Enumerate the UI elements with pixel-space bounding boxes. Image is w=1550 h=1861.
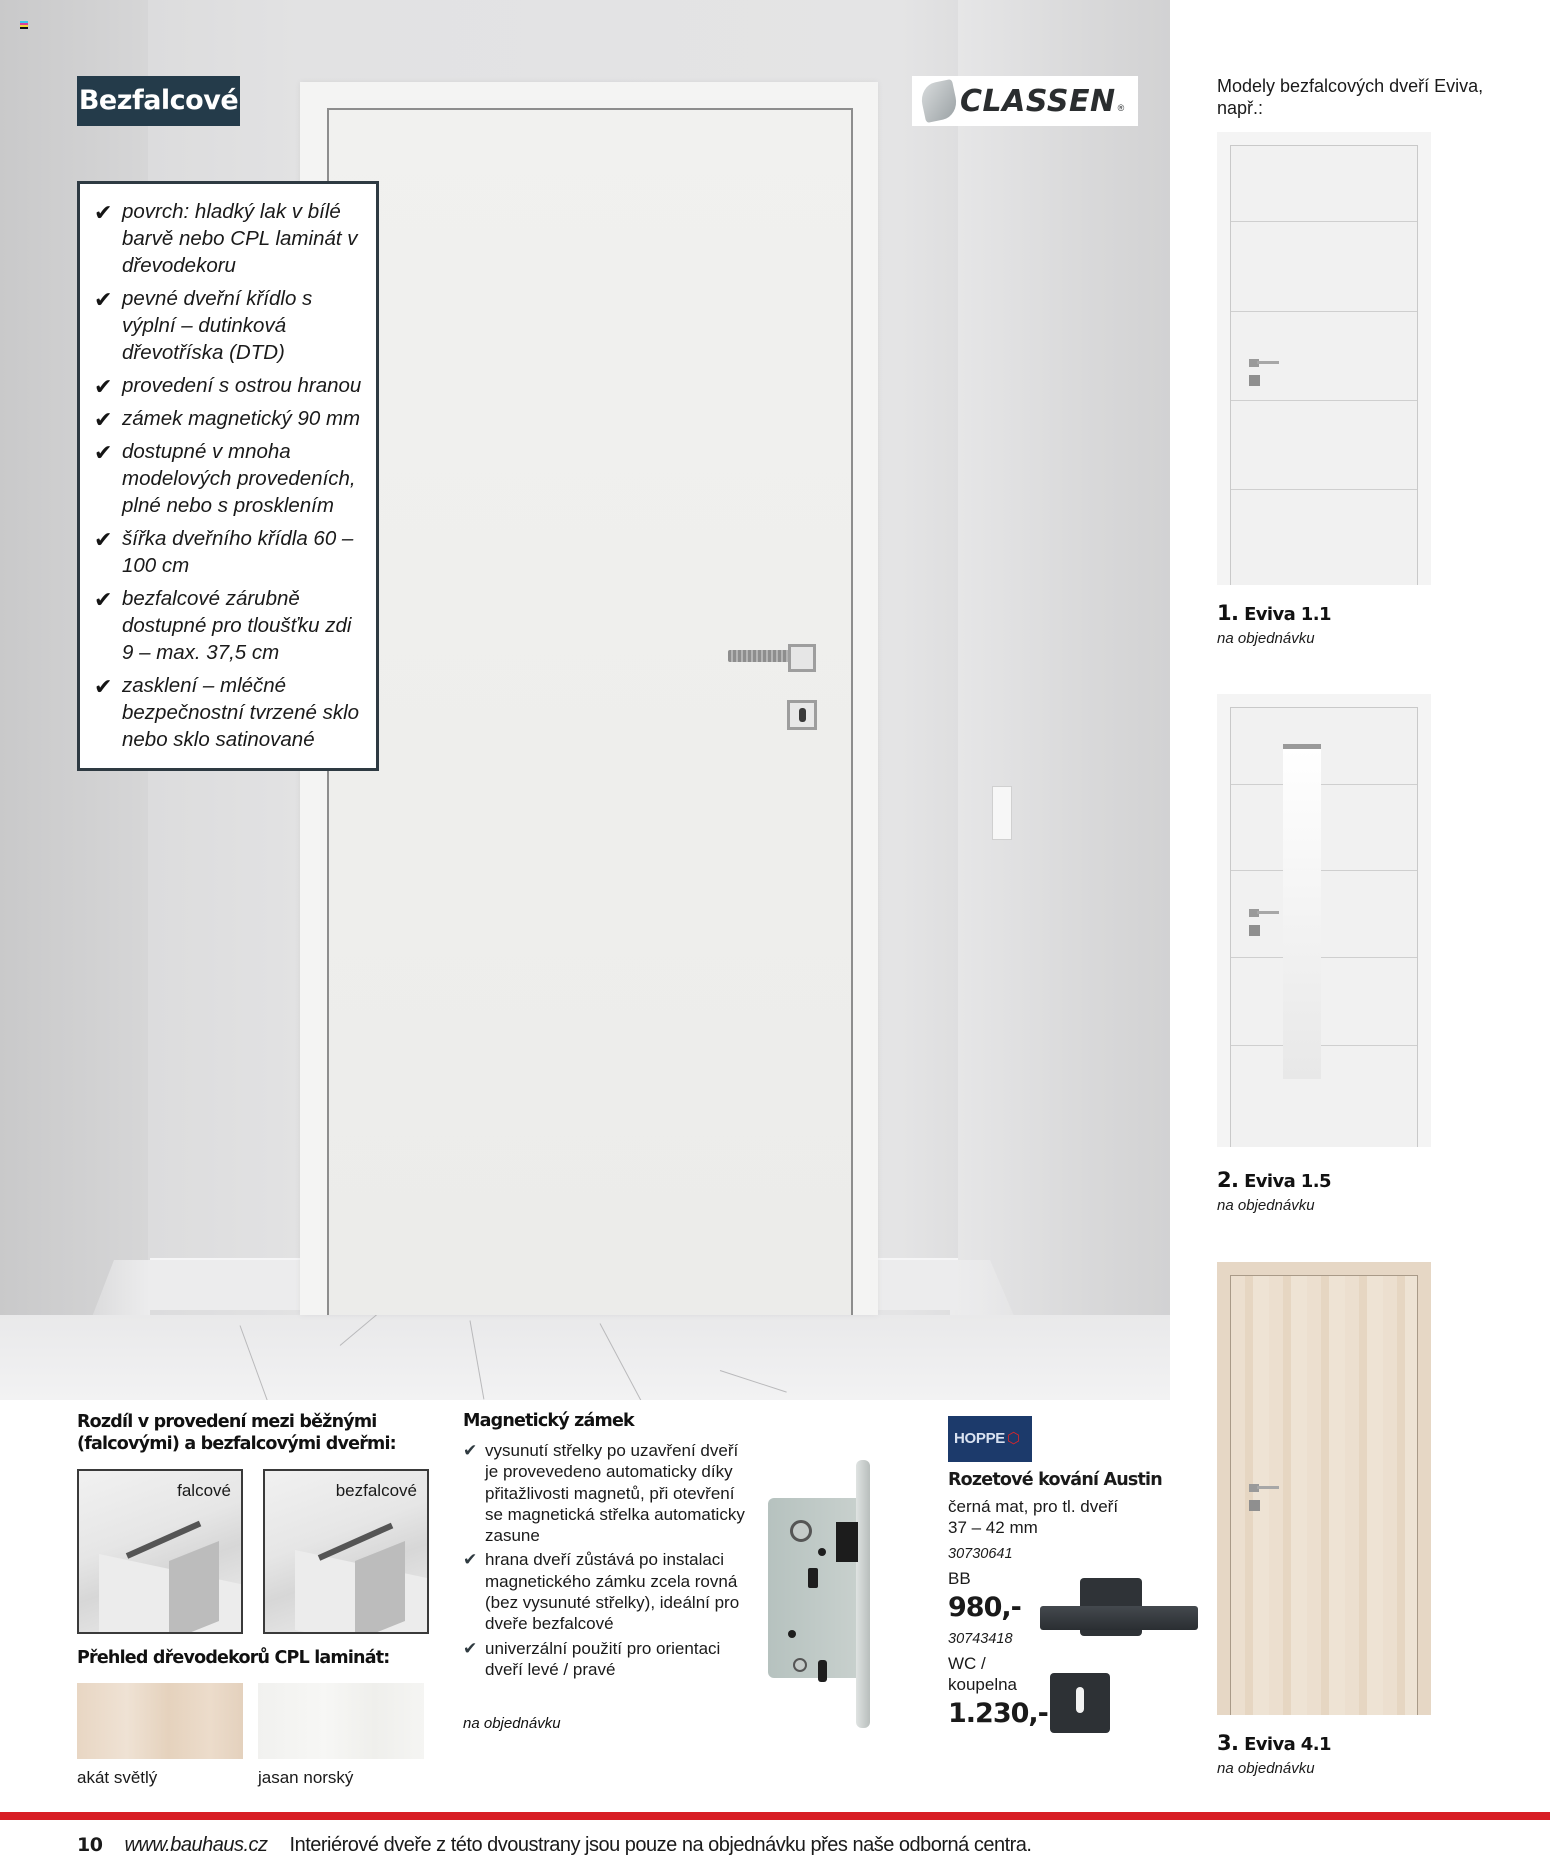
check-icon: ✔ — [94, 527, 113, 552]
footer-note: Interiérové dveře z této dvoustrany jsou pouze na objednávku přes naše odborná centra. — [289, 1834, 1032, 1856]
hoppe-logo: HOPPE ⬡ — [948, 1416, 1032, 1462]
product-code: 30730641 — [948, 1546, 1013, 1562]
models-intro: Modely bezfalcových dveří Eviva, např.: — [1217, 76, 1484, 118]
lock-icon — [1249, 375, 1260, 386]
magnetic-lock-points — [463, 1440, 753, 1683]
decor-label: akát světlý — [77, 1768, 158, 1787]
lock-point: ✔ vysunutí střelky po uzavření dveří je provevedeno automaticky díky přitažlivosti magnetů, při otevření se magnetická střelka automaticky zasune — [463, 1441, 745, 1546]
variant-type: BB — [948, 1569, 971, 1588]
right-wall — [958, 0, 1170, 1400]
feature-item: ✔ povrch: hladký lak v bílé barvě nebo CPL laminát v dřevodekoru — [94, 200, 358, 277]
page-number: 10 — [77, 1834, 103, 1856]
magnetic-lock-availability: na objednávku — [463, 1715, 561, 1732]
comparison-bezfalcove: bezfalcové — [263, 1469, 429, 1634]
category-badge: Bezfalcové — [77, 76, 240, 126]
light-switch — [992, 786, 1012, 840]
feature-item: ✔ dostupné v mnoha modelových provedeních, plné nebo s prosklením — [94, 440, 356, 517]
leaf-icon — [918, 79, 959, 123]
check-icon: ✔ — [463, 1441, 478, 1460]
handle-icon — [1249, 359, 1279, 367]
model-caption: 3. Eviva 4.1 na objednávku — [1217, 1731, 1331, 1777]
print-color-mark — [20, 21, 28, 29]
check-icon: ✔ — [94, 674, 113, 699]
baseboard — [150, 1258, 300, 1310]
feature-item: ✔ zámek magnetický 90 mm — [94, 407, 361, 432]
door-leaf — [327, 108, 853, 1315]
black-lever-handle-image — [1040, 1578, 1198, 1638]
lock-icon — [1249, 1500, 1260, 1511]
feature-item: ✔ zasklení – mléčné bezpečnostní tvrzené sklo nebo sklo satinované — [94, 674, 360, 751]
handle-icon — [1249, 1484, 1279, 1492]
lock-point: ✔ hrana dveří zůstává po instalaci magnetického zámku zcela rovná (bez vysunuté střelky), ideální pro dveře bezfalcové — [463, 1550, 740, 1634]
model-caption: 2. Eviva 1.5 na objednávku — [1217, 1168, 1331, 1214]
feature-item: ✔ šířka dveřního křídla 60 – 100 cm — [94, 527, 354, 577]
decor-heading: Přehled dřevodekorů CPL laminát: — [77, 1648, 390, 1668]
decor-label: jasan norský — [258, 1768, 354, 1787]
product-code: 30743418 — [948, 1631, 1013, 1647]
lock-icon — [1249, 925, 1260, 936]
price: 1.230,- — [948, 1698, 1048, 1729]
baseboard — [878, 1258, 958, 1310]
lock-point: ✔ univerzální použití pro orientaci dveří levé / pravé — [463, 1638, 721, 1679]
price: 980,- — [948, 1592, 1021, 1623]
classen-logo: CLASSEN ® — [912, 76, 1138, 126]
product-name: Rozetové kování Austin — [948, 1470, 1162, 1490]
footer-red-bar — [0, 1812, 1550, 1820]
model-image-eviva-4-1 — [1217, 1262, 1431, 1715]
magnetic-lock-image — [768, 1460, 873, 1728]
check-icon: ✔ — [94, 374, 113, 399]
glass-panel — [1283, 744, 1321, 1079]
check-icon: ✔ — [463, 1550, 478, 1570]
feature-list — [77, 181, 379, 771]
model-image-eviva-1-5 — [1217, 694, 1431, 1147]
check-icon: ✔ — [463, 1638, 478, 1658]
comparison-falcove: falcové — [77, 1469, 243, 1634]
black-keyhole-rose-image — [1050, 1673, 1110, 1733]
check-icon: ✔ — [94, 407, 113, 432]
variant-type: WC / koupelna — [948, 1654, 1018, 1694]
model-caption: 1. Eviva 1.1 na objednávku — [1217, 601, 1331, 647]
decor-swatch-jasan — [258, 1683, 424, 1759]
feature-item: ✔ bezfalcové zárubně dostupné pro tloušťku zdi 9 – max. 37,5 cm — [94, 587, 352, 664]
feature-item: ✔ provedení s ostrou hranou — [94, 374, 362, 399]
hoppe-mark-icon: ⬡ — [1007, 1430, 1020, 1447]
door-handle-icon — [728, 644, 820, 670]
product-description: černá mat, pro tl. dveří 37 – 42 mm — [948, 1497, 1119, 1537]
check-icon: ✔ — [94, 587, 113, 612]
check-icon: ✔ — [94, 440, 113, 465]
marble-floor — [0, 1315, 1170, 1400]
door-lock-icon — [787, 700, 817, 730]
model-image-eviva-1-1 — [1217, 132, 1431, 585]
comparison-heading: Rozdíl v provedení mezi běžnými (falcovými) a bezfalcovými dveřmi: — [77, 1412, 396, 1454]
check-icon: ✔ — [94, 200, 113, 225]
feature-item: ✔ pevné dveřní křídlo s výplní – dutinková dřevotříska (DTD) — [94, 287, 313, 364]
magnetic-lock-heading: Magnetický zámek — [463, 1411, 634, 1431]
decor-swatch-akat — [77, 1683, 243, 1759]
check-icon: ✔ — [94, 287, 113, 312]
website-link[interactable]: www.bauhaus.cz — [124, 1834, 268, 1856]
footer — [77, 1834, 1031, 1857]
handle-icon — [1249, 909, 1279, 917]
